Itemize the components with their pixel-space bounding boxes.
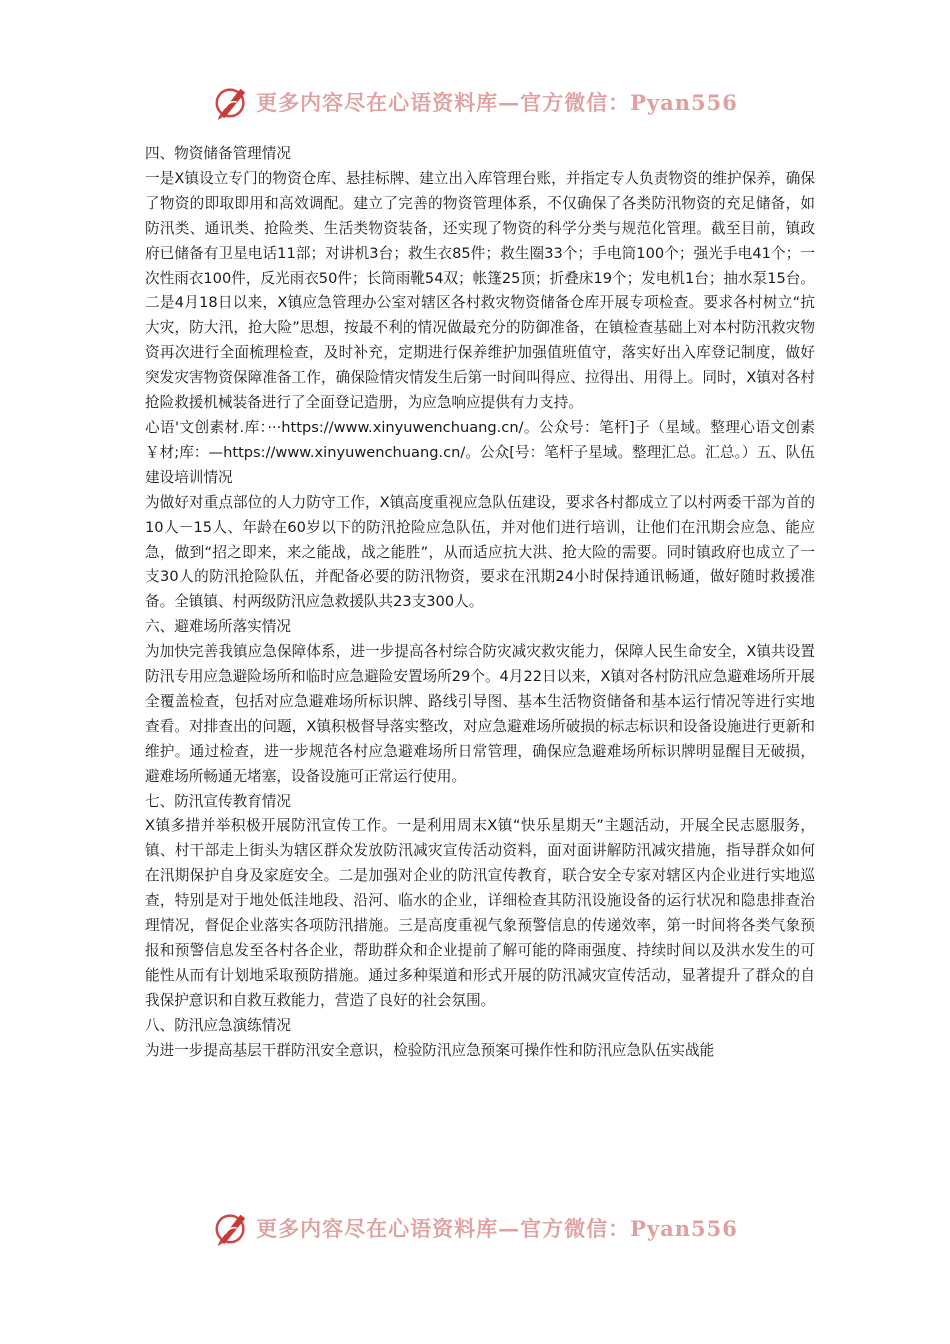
paragraph: 一是X镇设立专门的物资仓库、悬挂标牌、建立出入库管理台账，并指定专人负责物资的维护保养，确保了物资的即取即用和高效调配。建立了完善的物资管理体系，不仅确保了各类防汛物资的充足储备，如防汛类、通讯类、抢险类、生活类物资装备，还实现了物资的科学分类与规范化管理。截至目前，镇政府已储备有卫星电话11部；对讲机3台；救生衣85件；救生圈33个；手电筒100个；强光手电41个；一次性雨衣100件，反光雨衣50件；长筒雨靴54双；帐篷25顶；折叠床19个；发电机1台；抽水泵15台。 [145,169,815,287]
footer-watermark [0,1208,950,1248]
paragraph: 二是4月18日以来，X镇应急管理办公室对辖区各村救灾物资储备仓库开展专项检查。要求各村树立“抗大灾，防大汛，抢大险”思想，按最不利的情况做最充分的防御准备，在镇检查基础上对本村防汛救灾物资再次进行全面梳理检查，及时补充，定期进行保养维护加强值班值守，落实好出入库登记制度，做好突发灾害物资保障准备工作，确保险情灾情发生后第一时间叫得应、拉得出、用得上。同时，X镇对各村抢险救援机械装备进行了全面登记造册，为应急响应提供有力支持。 [145,294,815,412]
paragraph: 为进一步提高基层干群防汛安全意识，检验防汛应急预案可操作性和防汛应急队伍实战能 [145,1041,715,1059]
section-heading-4: 四、物资储备管理情况 [145,145,291,162]
paragraph: 为做好对重点部位的人力防守工作，X镇高度重视应急队伍建设，要求各村都成立了以村两委干部为首的10人－15人、年龄在60岁以下的防汛抢险应急队伍，并对他们进行培训，让他们在汛期会应急、能应急，做到“招之即来，来之能战，战之能胜”，从而适应抗大洪、抢大险的需要。同时镇政府也成立了一支30人的防汛抢险队伍，并配备必要的防汛物资，要求在汛期24小时保持通讯畅通，做好随时救援准备。全镇镇、村两级防汛应急救援队共23支300人。 [145,493,815,611]
watermark-text: 更多内容尽在心语资料库—官方微信：Pyan556 [256,1216,738,1241]
paragraph: X镇多措并举积极开展防汛宣传工作。一是利用周末X镇“快乐星期天”主题活动，开展全民志愿服务，镇、村干部走上街头为辖区群众发放防汛减灾宣传活动资料，面对面讲解防汛减灾措施，指导群众如何在汛期保护自身及家庭安全。二是加强对企业的防汛宣传教育，联合安全专家对辖区内企业进行实地巡查，特别是对于地处低洼地段、沿河、临水的企业，详细检查其防汛设施设备的运行状况和隐患排查治理情况，督促企业落实各项防汛措施。三是高度重视气象预警信息的传递效率，第一时间将各类气象预报和预警信息发至各村各企业，帮助群众和企业提前了解可能的降雨强度、持续时间以及洪水发生的可能性从而有计划地采取预防措施。通过多种渠道和形式开展的防汛减灾宣传活动，显著提升了群众的自我保护意识和自救互救能力，营造了良好的社会氛围。 [145,817,815,1009]
paragraph: 为加快完善我镇应急保障体系，进一步提高各村综合防灾减灾救灾能力，保障人民生命安全，X镇共设置防汛专用应急避险场所和临时应急避险安置场所29个。4月22日以来，X镇对各村防汛应急避难场所开展全覆盖检查，包括对应急避难场所标识牌、路线引导图、基本生活物资储备和基本运行情况等进行实地查看。对排查出的问题，X镇积极督导落实整改，对应急避难场所破损的标志标识和设备设施进行更新和维护。通过检查，进一步规范各村应急避难场所日常管理，确保应急避难场所标识牌明显醒目无破损，避难场所畅通无堵塞，设备设施可正常运行使用。 [145,643,815,785]
pen-logo-icon [212,1209,250,1247]
watermark-text: 更多内容尽在心语资料库—官方微信：Pyan556 [256,90,738,115]
document-body [145,142,815,1064]
pen-logo-icon [212,83,250,121]
section-heading-6: 六、避难场所落实情况 [145,618,291,636]
section-heading-7: 七、防汛宣传教育情况 [145,792,291,810]
header-watermark [0,82,950,122]
section-heading-8: 八、防汛应急演练情况 [145,1016,291,1034]
paragraph: 心语'文创素材.库：···https://www.xinyuwenchuang.cn/。公众号：笔杆]子（星域。整理心语文创素￥材;库：—https://www.xinyuwenchuang.cn/。公众[号：笔杆子星域。整理汇总。汇总。）五、队伍建设培训情况 [145,418,815,486]
